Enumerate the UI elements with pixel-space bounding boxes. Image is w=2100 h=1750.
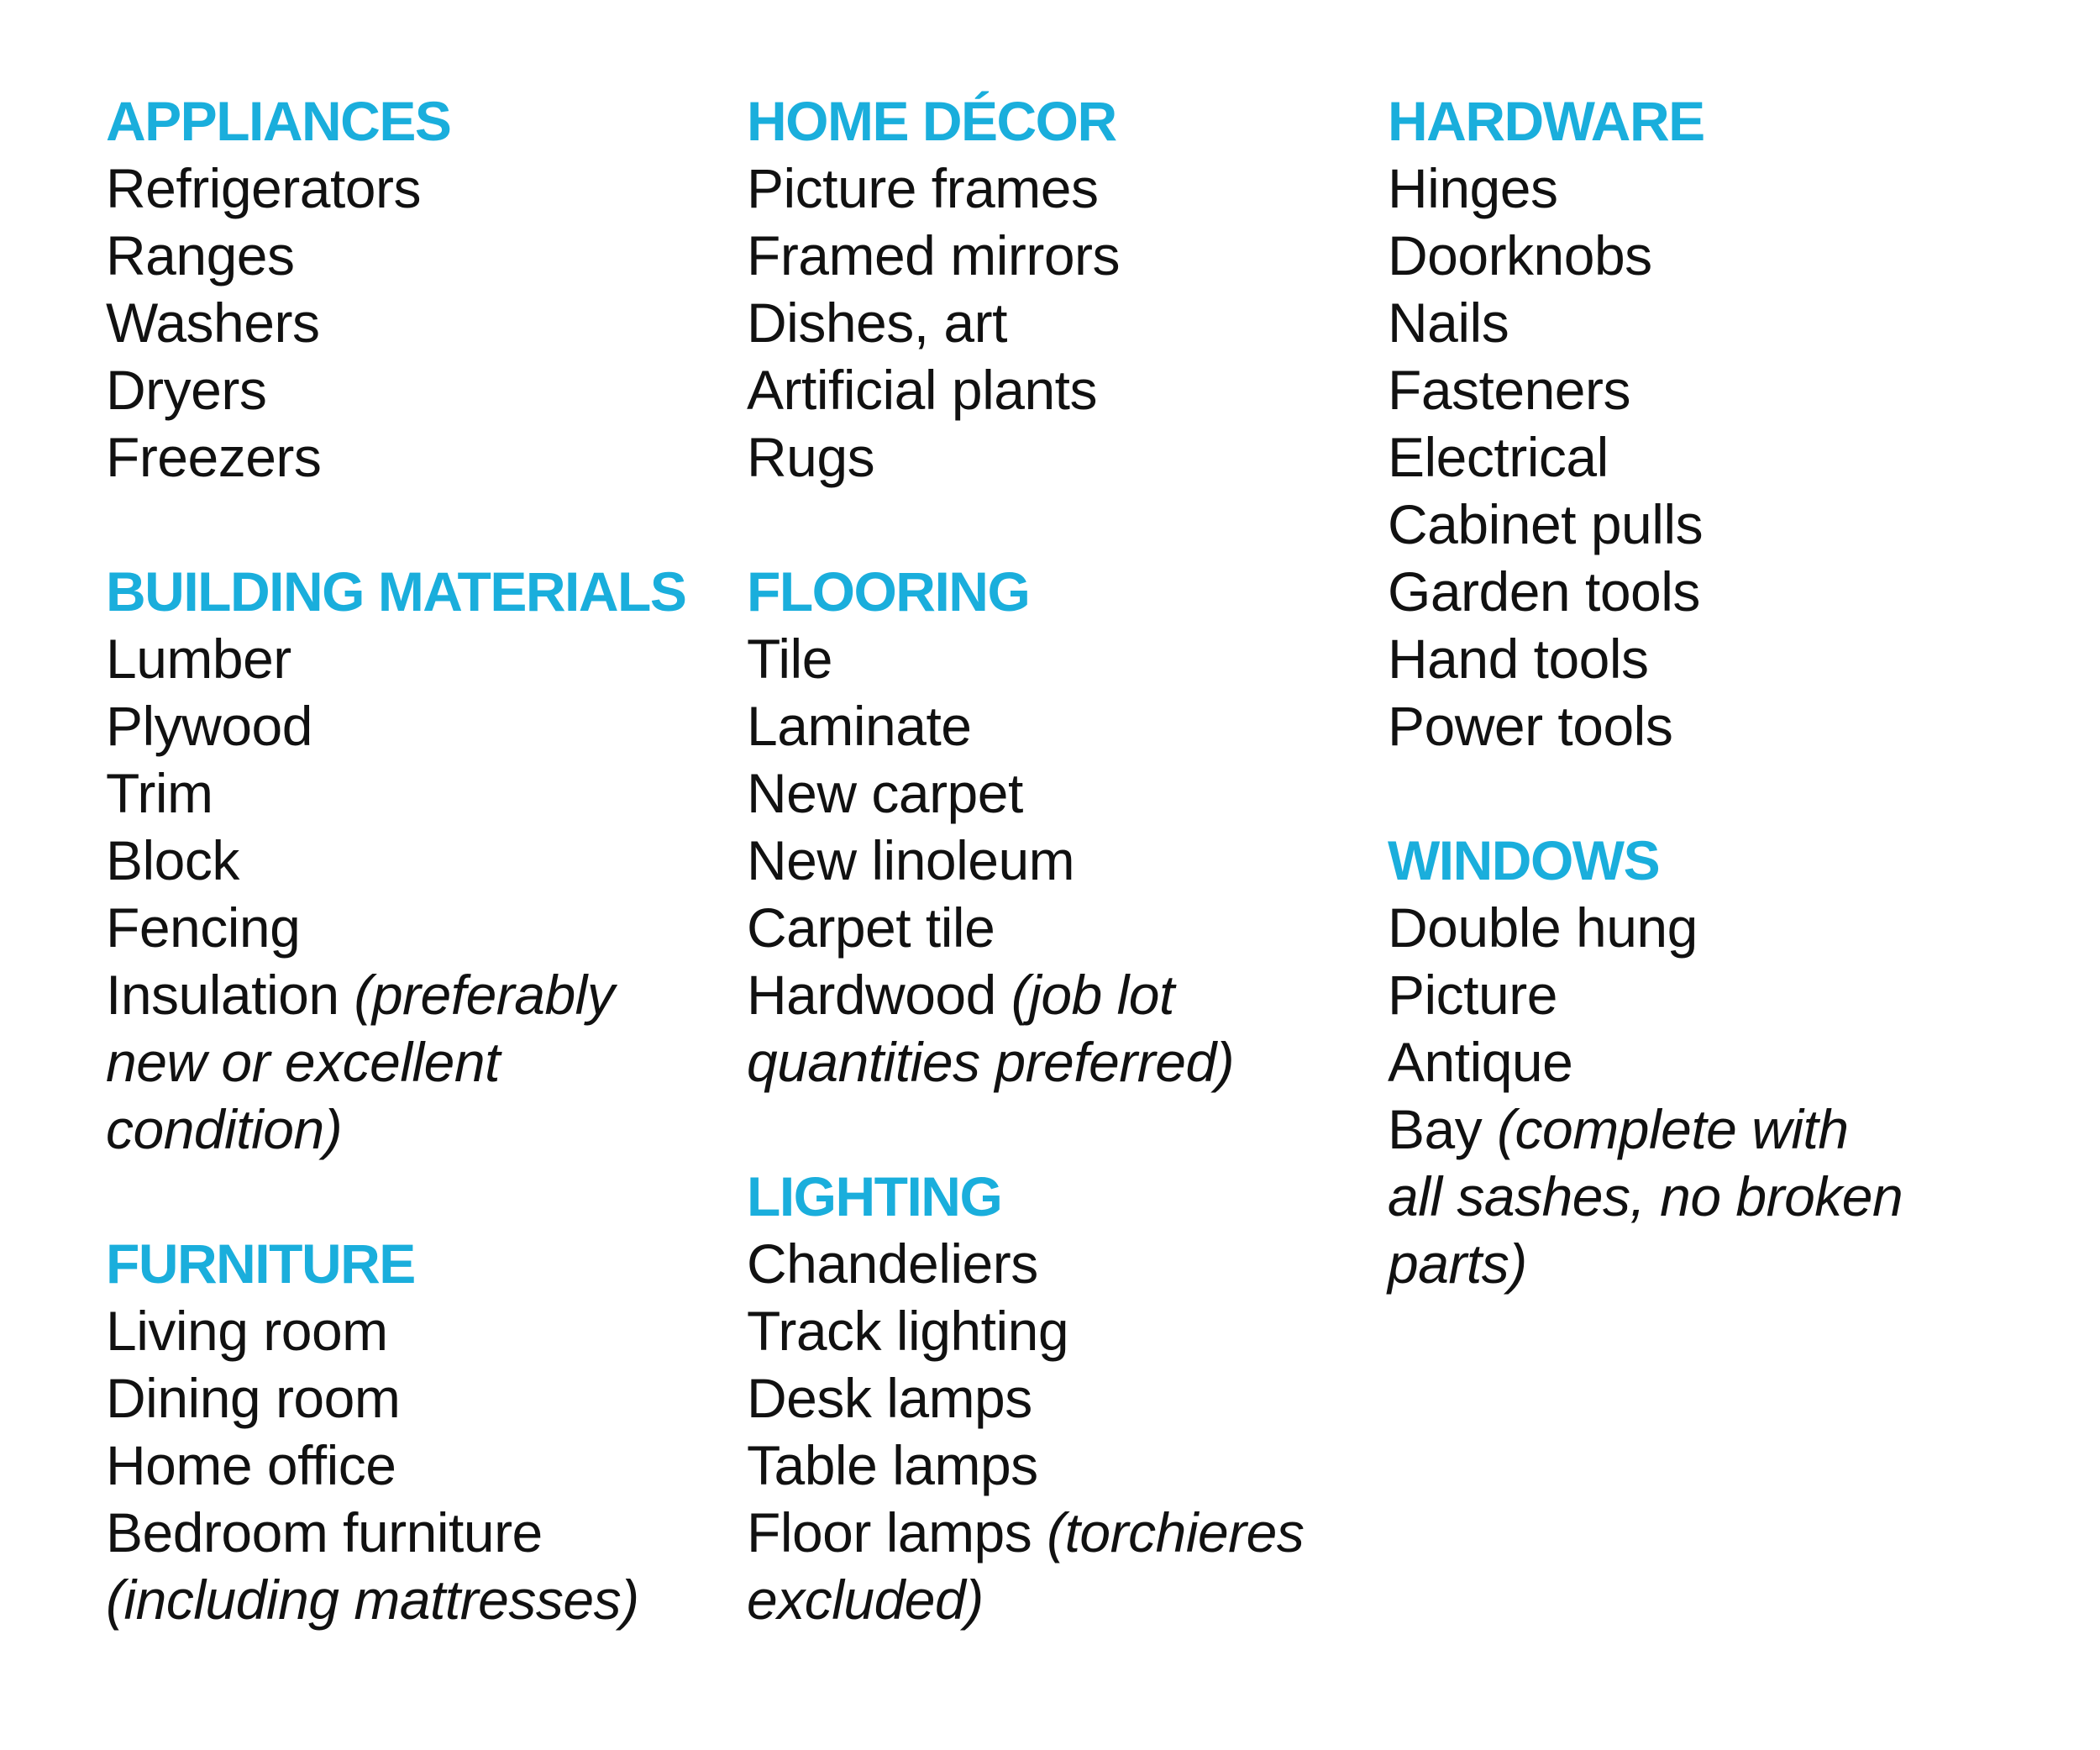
item-list [747,1230,1385,1633]
list-item [747,961,1385,1028]
column-2 [747,87,1385,1633]
list-item [106,222,719,289]
list-item [1388,222,2026,289]
list-item [106,961,719,1028]
item-text: Garden tools [1388,560,1700,623]
section-heading: WINDOWS [1388,829,1660,891]
list-item [747,1364,1385,1432]
list-item [1388,625,2026,692]
item-text: Plywood [106,695,312,757]
section-heading: LIGHTING [747,1165,1002,1227]
list-item [106,692,719,759]
list-item [106,1297,719,1364]
section-building-materials [106,558,719,1163]
item-list [106,625,719,1163]
list-item-continuation [1388,1163,2026,1230]
item-list [106,155,719,491]
list-item [747,759,1385,827]
list-item [106,1364,719,1432]
item-text: Double hung [1388,896,1698,959]
item-text: Tile [747,628,832,690]
list-item [1388,491,2026,558]
item-list [106,1297,719,1633]
list-item [106,356,719,423]
section-heading: HOME DÉCOR [747,90,1116,152]
column-3 [1388,87,2026,1297]
list-item [106,155,719,222]
list-item [1388,1028,2026,1096]
list-item-continuation [1388,1230,2026,1297]
section-flooring [747,558,1385,1096]
item-note: excluded) [747,1569,984,1631]
item-text: New carpet [747,762,1023,824]
list-item [1388,1096,2026,1163]
item-text: Cabinet pulls [1388,493,1704,555]
item-text: Table lamps [747,1434,1038,1496]
item-text: Desk lamps [747,1367,1032,1429]
item-text: Electrical [1388,426,1609,488]
item-text: Chandeliers [747,1232,1038,1295]
list-item-continuation [747,1566,1385,1633]
item-list [747,155,1385,491]
section-home-decor [747,87,1385,491]
list-item [106,1499,719,1566]
item-text: Bay [1388,1098,1483,1160]
list-item [747,289,1385,356]
list-item [1388,289,2026,356]
item-note: new or excellent [106,1031,500,1093]
item-text: Home office [106,1434,396,1496]
item-text: Nails [1388,292,1509,354]
list-item [1388,692,2026,759]
item-text: Ranges [106,224,295,286]
section-hardware [1388,87,2026,759]
item-text: Hardwood [747,964,996,1026]
item-text: Antique [1388,1031,1573,1093]
item-text: Freezers [106,426,322,488]
list-item [747,423,1385,491]
item-note: (preferably [354,964,615,1026]
list-item [747,155,1385,222]
list-item [106,759,719,827]
list-item [106,625,719,692]
section-heading: BUILDING MATERIALS [106,560,686,623]
item-text: Dining room [106,1367,401,1429]
item-text: Dryers [106,359,267,421]
list-item [747,1432,1385,1499]
list-item [1388,155,2026,222]
list-item [106,827,719,894]
item-text: Doorknobs [1388,224,1652,286]
item-text: Refrigerators [106,157,421,219]
item-text: Laminate [747,695,972,757]
item-text: New linoleum [747,829,1075,891]
item-note: parts) [1388,1232,1527,1295]
item-text: Hand tools [1388,628,1649,690]
list-item-continuation [106,1028,719,1096]
item-text: Dishes, art [747,292,1007,354]
list-item [747,625,1385,692]
item-list [1388,894,2026,1297]
list-item [747,1297,1385,1364]
item-text: Artificial plants [747,359,1097,421]
list-item [1388,423,2026,491]
item-text: Washers [106,292,320,354]
item-text: Bedroom furniture [106,1501,543,1563]
list-item [106,894,719,961]
item-note: quantities preferred) [747,1031,1235,1093]
section-heading: FLOORING [747,560,1030,623]
list-item [1388,894,2026,961]
item-note: (torchieres [1047,1501,1305,1563]
list-item [1388,961,2026,1028]
item-text: Picture frames [747,157,1099,219]
item-note: condition) [106,1098,343,1160]
item-text: Picture [1388,964,1557,1026]
section-lighting [747,1163,1385,1633]
item-text: Floor lamps [747,1501,1032,1563]
list-item [106,423,719,491]
list-item [747,356,1385,423]
item-note: (job lot [1011,964,1174,1026]
item-text: Rugs [747,426,875,488]
item-text: Framed mirrors [747,224,1121,286]
section-heading: HARDWARE [1388,90,1704,152]
list-item [1388,558,2026,625]
item-note: all sashes, no broken [1388,1165,1903,1227]
list-item [747,222,1385,289]
list-item [1388,356,2026,423]
section-windows [1388,827,2026,1297]
item-text: Living room [106,1300,388,1362]
list-item [747,894,1385,961]
item-list [1388,155,2026,759]
item-text: Block [106,829,239,891]
column-1 [106,87,719,1633]
list-item [747,1230,1385,1297]
item-text: Hinges [1388,157,1558,219]
item-text: Fencing [106,896,301,959]
item-text: Insulation [106,964,339,1026]
section-heading: APPLIANCES [106,90,451,152]
item-text: Trim [106,762,213,824]
item-text: Power tools [1388,695,1673,757]
item-note: (including mattresses) [106,1569,639,1631]
list-item [747,692,1385,759]
list-item [747,827,1385,894]
section-appliances [106,87,719,491]
item-text: Carpet tile [747,896,995,959]
item-text: Track lighting [747,1300,1069,1362]
list-item-continuation [747,1028,1385,1096]
item-note: (complete with [1497,1098,1849,1160]
list-item [747,1499,1385,1566]
item-text: Lumber [106,628,291,690]
section-furniture [106,1230,719,1633]
item-text: Fasteners [1388,359,1630,421]
list-item-continuation [106,1096,719,1163]
item-list [747,625,1385,1096]
list-item-continuation [106,1566,719,1633]
list-item [106,1432,719,1499]
list-item [106,289,719,356]
section-heading: FURNITURE [106,1232,415,1295]
